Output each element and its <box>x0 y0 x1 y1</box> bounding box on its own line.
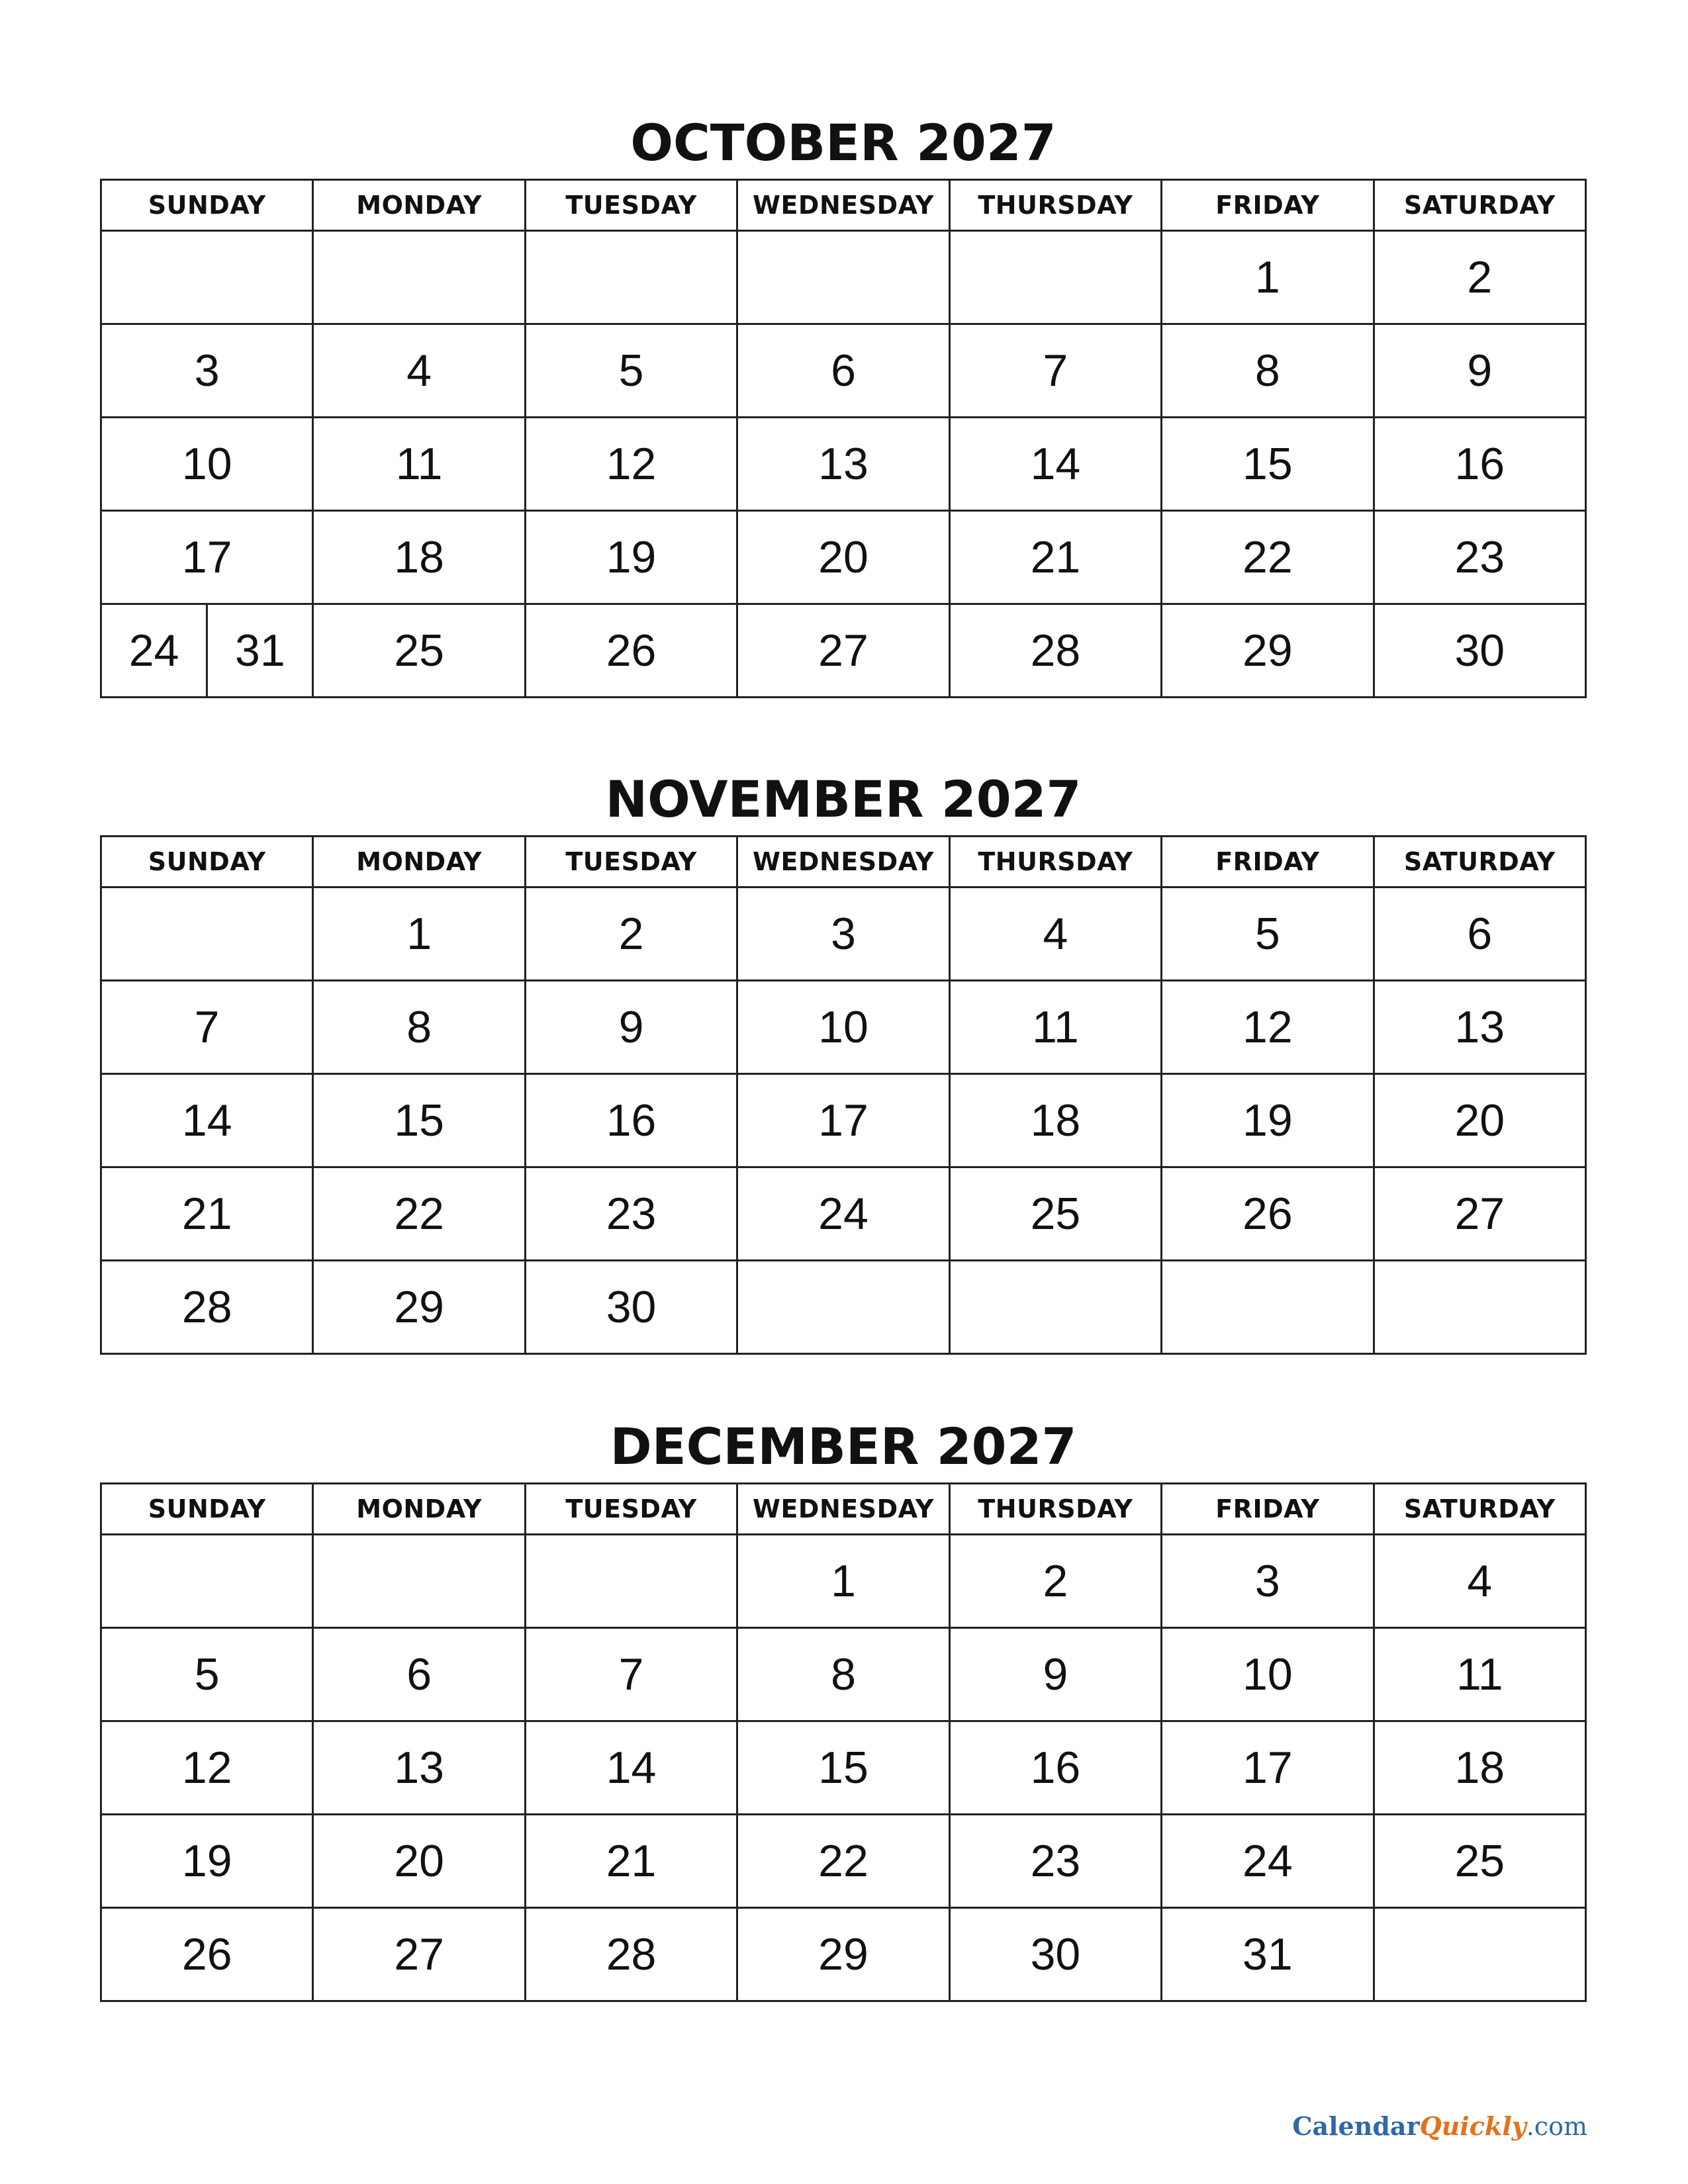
day-cell: 18 <box>949 1074 1161 1167</box>
day-cell: 7 <box>525 1628 737 1721</box>
month-title: DECEMBER 2027 <box>610 1417 1077 1476</box>
day-cell: 5 <box>1162 887 1374 981</box>
day-cell: 18 <box>313 511 525 604</box>
weekday-header: MONDAY <box>313 1484 525 1535</box>
weekday-header-row <box>101 1484 1586 1535</box>
empty-day-cell <box>1374 1261 1585 1354</box>
day-cell: 29 <box>1162 604 1374 698</box>
empty-day-cell <box>737 231 949 324</box>
day-cell: 30 <box>949 1908 1161 2001</box>
month-title: NOVEMBER 2027 <box>605 770 1082 829</box>
day-cell: 8 <box>1162 324 1374 418</box>
empty-day-cell <box>737 1261 949 1354</box>
weekday-header: THURSDAY <box>949 180 1161 231</box>
day-cell: 18 <box>1374 1721 1585 1815</box>
day-cell: 27 <box>1374 1167 1585 1261</box>
day-cell: 13 <box>737 418 949 511</box>
day-cell: 12 <box>525 418 737 511</box>
day-cell: 11 <box>949 981 1161 1074</box>
day-cell: 15 <box>737 1721 949 1815</box>
week-row <box>101 1815 1586 1908</box>
week-row <box>101 324 1586 418</box>
day-cell: 31 <box>1162 1908 1374 2001</box>
day-cell: 26 <box>525 604 737 698</box>
day-cell: 2 <box>949 1535 1161 1628</box>
day-cell: 9 <box>949 1628 1161 1721</box>
weekday-header: WEDNESDAY <box>737 1484 949 1535</box>
week-row <box>101 1628 1586 1721</box>
day-cell: 12 <box>101 1721 313 1815</box>
week-row <box>101 1535 1586 1628</box>
day-cell: 28 <box>949 604 1161 698</box>
day-cell: 22 <box>313 1167 525 1261</box>
day-cell: 15 <box>313 1074 525 1167</box>
brand-part-calendar: Calendar <box>1292 2111 1420 2141</box>
day-cell: 23 <box>949 1815 1161 1908</box>
day-cell: 17 <box>101 511 313 604</box>
day-cell: 20 <box>1374 1074 1585 1167</box>
weekday-header: SUNDAY <box>101 180 313 231</box>
day-cell: 23 <box>1374 511 1585 604</box>
day-cell: 6 <box>1374 887 1585 981</box>
day-cell: 5 <box>525 324 737 418</box>
month-title: OCTOBER 2027 <box>630 113 1056 172</box>
calendar-grid <box>100 179 1587 698</box>
day-number: 31 <box>206 605 312 696</box>
day-cell: 10 <box>737 981 949 1074</box>
weekday-header-row <box>101 180 1586 231</box>
week-row <box>101 1908 1586 2001</box>
weekday-header: TUESDAY <box>525 180 737 231</box>
empty-day-cell <box>101 1535 313 1628</box>
week-row <box>101 1721 1586 1815</box>
week-row <box>101 418 1586 511</box>
empty-day-cell <box>1374 1908 1585 2001</box>
day-cell: 30 <box>525 1261 737 1354</box>
day-cell: 14 <box>949 418 1161 511</box>
empty-day-cell <box>949 231 1161 324</box>
day-cell: 4 <box>1374 1535 1585 1628</box>
day-cell: 16 <box>1374 418 1585 511</box>
day-cell: 25 <box>949 1167 1161 1261</box>
day-cell: 3 <box>737 887 949 981</box>
week-row <box>101 604 1586 698</box>
day-cell: 25 <box>313 604 525 698</box>
day-cell: 8 <box>737 1628 949 1721</box>
day-cell: 21 <box>949 511 1161 604</box>
day-cell: 28 <box>101 1261 313 1354</box>
day-cell: 27 <box>313 1908 525 2001</box>
empty-day-cell <box>525 1535 737 1628</box>
calendar-grid <box>100 835 1587 1355</box>
week-row <box>101 231 1586 324</box>
day-cell: 19 <box>101 1815 313 1908</box>
day-cell: 2 <box>1374 231 1585 324</box>
brand-part-quickly: Quickly <box>1419 2111 1526 2141</box>
day-cell: 16 <box>525 1074 737 1167</box>
day-cell: 19 <box>525 511 737 604</box>
day-cell: 1 <box>313 887 525 981</box>
week-row <box>101 887 1586 981</box>
weekday-header: SATURDAY <box>1374 837 1585 887</box>
empty-day-cell <box>525 231 737 324</box>
empty-day-cell <box>949 1261 1161 1354</box>
weekday-header: SATURDAY <box>1374 180 1585 231</box>
day-cell: 13 <box>1374 981 1585 1074</box>
day-cell: 12 <box>1162 981 1374 1074</box>
weekday-header: FRIDAY <box>1162 180 1374 231</box>
day-cell: 29 <box>313 1261 525 1354</box>
weekday-header-row <box>101 837 1586 887</box>
brand-logo[interactable] <box>1292 2111 1587 2141</box>
day-cell: 20 <box>313 1815 525 1908</box>
day-cell: 3 <box>1162 1535 1374 1628</box>
week-row <box>101 1167 1586 1261</box>
weekday-header: MONDAY <box>313 837 525 887</box>
day-cell: 19 <box>1162 1074 1374 1167</box>
weekday-header: SUNDAY <box>101 1484 313 1535</box>
day-cell: 21 <box>525 1815 737 1908</box>
empty-day-cell <box>313 231 525 324</box>
day-cell: 16 <box>949 1721 1161 1815</box>
weekday-header: WEDNESDAY <box>737 837 949 887</box>
weekday-header: FRIDAY <box>1162 837 1374 887</box>
weekday-header: WEDNESDAY <box>737 180 949 231</box>
day-cell: 7 <box>101 981 313 1074</box>
week-row <box>101 1261 1586 1354</box>
day-cell: 14 <box>101 1074 313 1167</box>
day-cell: 2 <box>525 887 737 981</box>
empty-day-cell <box>101 887 313 981</box>
day-cell: 9 <box>525 981 737 1074</box>
week-row <box>101 981 1586 1074</box>
day-cell: 22 <box>737 1815 949 1908</box>
empty-day-cell <box>1162 1261 1374 1354</box>
day-cell: 10 <box>101 418 313 511</box>
day-cell: 22 <box>1162 511 1374 604</box>
day-cell: 13 <box>313 1721 525 1815</box>
day-cell: 28 <box>525 1908 737 2001</box>
day-cell: 1 <box>737 1535 949 1628</box>
day-cell: 25 <box>1374 1815 1585 1908</box>
day-cell-split <box>101 604 313 698</box>
day-cell: 10 <box>1162 1628 1374 1721</box>
day-cell: 26 <box>1162 1167 1374 1261</box>
day-cell: 11 <box>313 418 525 511</box>
day-cell: 26 <box>101 1908 313 2001</box>
day-cell: 8 <box>313 981 525 1074</box>
weekday-header: TUESDAY <box>525 1484 737 1535</box>
empty-day-cell <box>313 1535 525 1628</box>
day-cell: 4 <box>313 324 525 418</box>
day-cell: 27 <box>737 604 949 698</box>
day-cell: 11 <box>1374 1628 1585 1721</box>
day-cell: 23 <box>525 1167 737 1261</box>
day-cell: 24 <box>1162 1815 1374 1908</box>
day-cell: 7 <box>949 324 1161 418</box>
day-cell: 5 <box>101 1628 313 1721</box>
weekday-header: THURSDAY <box>949 1484 1161 1535</box>
day-cell: 20 <box>737 511 949 604</box>
brand-part-com: .com <box>1526 2112 1587 2141</box>
day-cell: 29 <box>737 1908 949 2001</box>
weekday-header: TUESDAY <box>525 837 737 887</box>
week-row <box>101 511 1586 604</box>
empty-day-cell <box>101 231 313 324</box>
weekday-header: THURSDAY <box>949 837 1161 887</box>
day-cell: 21 <box>101 1167 313 1261</box>
weekday-header: SUNDAY <box>101 837 313 887</box>
day-cell: 6 <box>737 324 949 418</box>
day-cell: 30 <box>1374 604 1585 698</box>
day-cell: 14 <box>525 1721 737 1815</box>
day-cell: 17 <box>1162 1721 1374 1815</box>
day-cell: 6 <box>313 1628 525 1721</box>
weekday-header: FRIDAY <box>1162 1484 1374 1535</box>
day-cell: 4 <box>949 887 1161 981</box>
day-cell: 9 <box>1374 324 1585 418</box>
weekday-header: MONDAY <box>313 180 525 231</box>
day-number: 24 <box>128 625 179 676</box>
day-cell: 17 <box>737 1074 949 1167</box>
day-cell: 24 <box>737 1167 949 1261</box>
day-cell: 15 <box>1162 418 1374 511</box>
weekday-header: SATURDAY <box>1374 1484 1585 1535</box>
day-cell: 3 <box>101 324 313 418</box>
week-row <box>101 1074 1586 1167</box>
calendar-grid <box>100 1482 1587 2002</box>
day-cell: 1 <box>1162 231 1374 324</box>
